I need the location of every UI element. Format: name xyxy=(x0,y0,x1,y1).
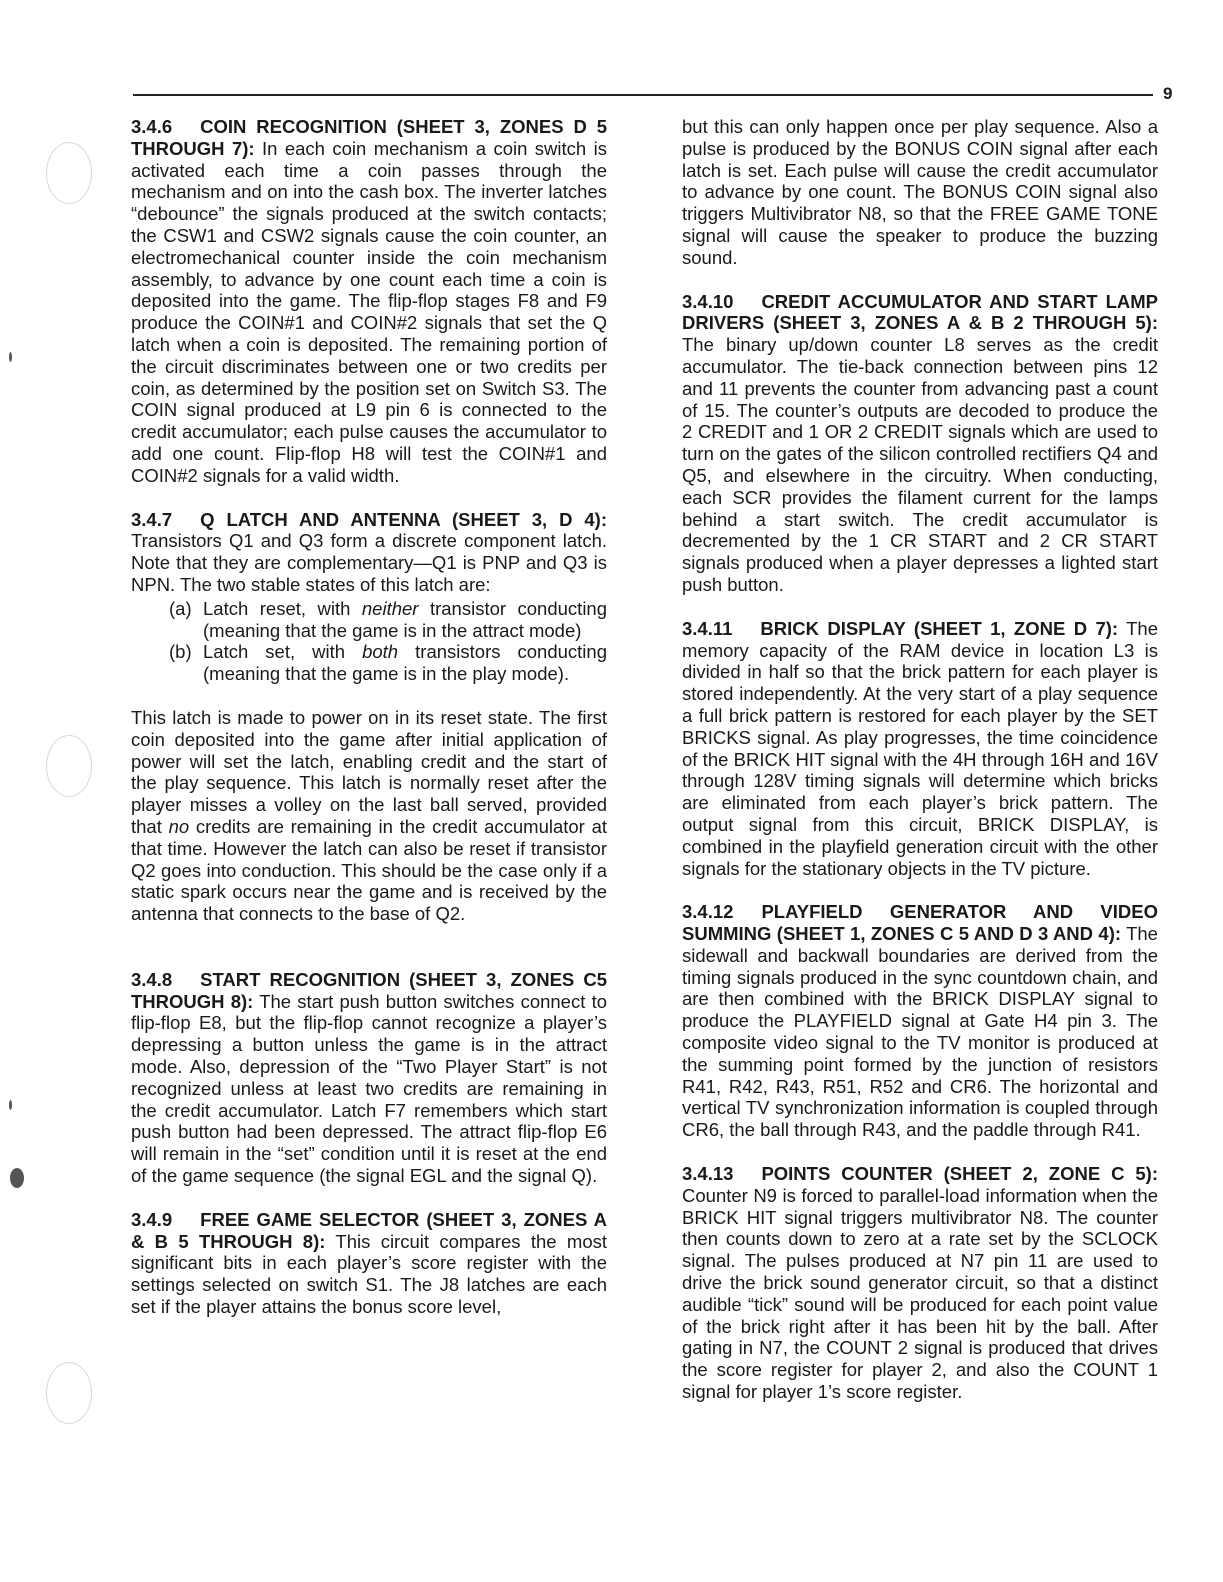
list-item: (b) Latch set, with both transistors conducting (meaning that the game is in the play mode). xyxy=(169,641,607,685)
section-3-4-7 xyxy=(131,509,607,596)
section-3-4-6 xyxy=(131,116,607,487)
binder-hole-top xyxy=(46,142,92,204)
section-number: 3.4.6 xyxy=(131,116,173,137)
scan-speck xyxy=(9,352,12,362)
section-3-4-10 xyxy=(682,291,1158,596)
section-3-4-11 xyxy=(682,618,1158,880)
binder-hole-middle xyxy=(46,735,92,797)
section-body: The binary up/down counter L8 serves as the credit accumulator. The tie-back connection between pins 12 and 11 prevents the counter from advancing past a count of 15. The counter’s outputs are decoded to produce the 2 CREDIT and 1 OR 2 CREDIT signals which are used to turn on the gates of the silicon controlled rectifiers Q4 and Q5, and elsewhere in the circuitry. When conducting, each SCR provides the filament current for the lamps behind a start switch. The credit accumulator is decremented by the 1 CR START and 2 CR START signals produced when a player depresses a lighted start push button. xyxy=(682,334,1158,595)
header-rule xyxy=(133,94,1153,96)
section-number: 3.4.7 xyxy=(131,508,173,530)
section-3-4-9-continued xyxy=(682,116,1158,269)
section-body: but this can only happen once per play sequence. Also a pulse is produced by the BONUS COIN signal after each latch is set. Each pulse will cause the credit accumulator to advance by one count. The BONUS COIN signal also triggers Multivibrator N8, so that the FREE GAME TONE signal will cause the speaker to produce the buzzing sound. xyxy=(682,116,1158,268)
binder-hole-bottom xyxy=(46,1362,92,1424)
section-body: Counter N9 is forced to parallel-load information when the BRICK HIT signal triggers multivibrator N8. The counter then counts down to zero at a rate set by the SCLOCK signal. The pulses produced at N7 pin 11 are used to drive the brick sound generator circuit, so that a distinct audible “tick” sound will be produced for each point value of the brick right after it has been hit by the ball. After gating in N7, the COUNT 2 signal is produced that drives the score register for player 2, and also the COUNT 1 signal for player 1’s score register. xyxy=(682,1184,1158,1403)
section-3-4-13 xyxy=(682,1163,1158,1403)
scan-speck xyxy=(10,1168,24,1188)
scan-speck xyxy=(9,1100,12,1110)
latch-states-list xyxy=(131,598,607,685)
section-title: PLAYFIELD GENERATOR AND VIDEO SUMMING (SHEET 1, ZONES C 5 AND D 3 AND 4): xyxy=(682,901,1158,945)
section-body: The memory capacity of the RAM device in location L3 is divided in half so that the brick pattern for each player is stored independently. At the very start of a play sequence a full brick pattern is restored for each player by the SET BRICKS signal. As play progresses, the time coincidence of the BRICK HIT signal with the 4H through 16H and 16V through 128V timing signals will determine which bricks are eliminated from each player’s brick pattern. The output signal from this circuit, BRICK DISPLAY, is combined in the playfield generation circuit with the other signals for the stationary objects in the TV picture. xyxy=(682,617,1158,879)
section-number: 3.4.13 xyxy=(682,1163,734,1185)
page-number: 9 xyxy=(1163,84,1173,103)
section-body: The start push button switches connect to flip-flop E8, but the flip-flop cannot recognize a player’s depressing a button unless the game is in the attract mode. Also, depression of the “Two Player Start” is not recognized unless at least two credits are remaining in the credit accumulator. Latch F7 remembers which start push button had been depressed. The attract flip-flop E6 will remain in the “set” condition until it is reset at the end of the game sequence (the signal EGL and the signal Q). xyxy=(131,990,607,1187)
section-number: 3.4.10 xyxy=(682,290,734,312)
section-3-4-12 xyxy=(682,901,1158,1141)
section-number: 3.4.8 xyxy=(131,968,173,990)
section-body: In each coin mechanism a coin switch is activated each time a coin passes through the mechanism and on into the cash box. The inverter latches “debounce” the signals produced at the switch contacts; the CSW1 and CSW2 signals cause the coin counter, an electromechanical counter inside the coin mechanism assembly, to advance by one count each time a coin is deposited into the game. The flip-flop stages F8 and F9 produce the COIN#1 and COIN#2 signals that set the Q latch when a coin is deposited. The remaining portion of the circuit discriminates between one or two credits per coin, as determined by the position set on Switch S3. The COIN signal produced at L9 pin 6 is connected to the credit accumulator; each pulse causes the accumulator to add one count. Flip-flop H8 will test the COIN#1 and COIN#2 signals for a valid width. xyxy=(131,137,607,486)
section-number: 3.4.9 xyxy=(131,1208,173,1230)
section-body: This circuit compares the most significant bits in each player’s score register with the settings selected on switch S1. The J8 latches are each set if the player attains the bonus score level, xyxy=(131,1230,607,1318)
section-title: START RECOGNITION (SHEET 3, ZONES C5 THROUGH 8): xyxy=(131,968,607,1012)
section-number: 3.4.11 xyxy=(682,617,733,639)
right-column xyxy=(682,116,1158,1425)
section-body: Transistors Q1 and Q3 form a discrete component latch. Note that they are complementary—Q1 is PNP and Q3 is NPN. The two stable states of this latch are: xyxy=(131,530,607,595)
section-number: 3.4.12 xyxy=(682,901,734,923)
list-item-label: (b) xyxy=(169,641,192,663)
section-3-4-9 xyxy=(131,1209,607,1318)
list-item: (a) Latch reset, with neither transistor conducting (meaning that the game is in the attract mode) xyxy=(169,597,608,641)
section-title: Q LATCH AND ANTENNA (SHEET 3, D 4): xyxy=(200,508,607,530)
list-item-label: (a) xyxy=(169,597,192,619)
section-title: POINTS COUNTER (SHEET 2, ZONE C 5): xyxy=(761,1163,1158,1185)
latch-paragraph: This latch is made to power on in its reset state. The first coin deposited into the game after initial application of power will set the latch, enabling credit and the start of the play sequence. This latch is normally reset after the player misses a volley on the last ball served, provided that no credits are remaining in the credit accumulator at that time. However the latch can also be reset if transistor Q2 goes into conduction. This should be the case only if a static spark occurs near the game and is received by the antenna that connects to the base of Q2. xyxy=(131,706,607,925)
section-title: BRICK DISPLAY (SHEET 1, ZONE D 7): xyxy=(760,617,1119,639)
section-3-4-8 xyxy=(131,969,607,1187)
section-title: FREE GAME SELECTOR (SHEET 3, ZONES A & B 5 THROUGH 8): xyxy=(131,1208,607,1252)
section-title: COIN RECOGNITION (SHEET 3, ZONES D 5 THROUGH 7): xyxy=(131,116,607,159)
left-column xyxy=(131,116,607,1340)
section-title: CREDIT ACCUMULATOR AND START LAMP DRIVERS (SHEET 3, ZONES A & B 2 THROUGH 5): xyxy=(682,290,1158,334)
section-body: The sidewall and backwall boundaries are derived from the timing signals produced in the sync countdown chain, and are then combined with the BRICK DISPLAY signal to produce the PLAYFIELD signal at Gate H4 pin 3. The composite video signal to the TV monitor is produced at the summing point formed by the junction of resistors R41, R42, R43, R51, R52 and CR6. The horizontal and vertical TV synchronization information is coupled through CR6, the ball through R43, and the paddle through R41. xyxy=(682,923,1158,1141)
